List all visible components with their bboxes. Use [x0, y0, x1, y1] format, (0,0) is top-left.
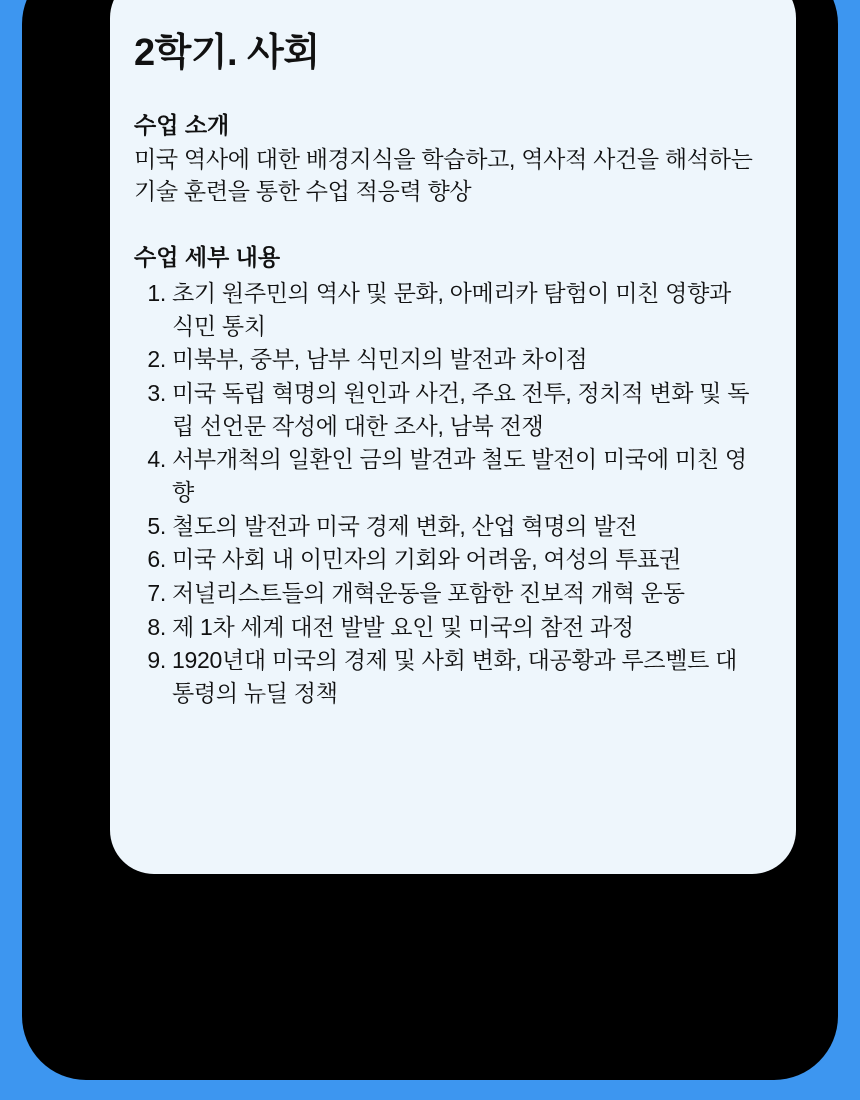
list-item-number: 6. — [147, 546, 166, 573]
list-item-number: 1. — [147, 280, 166, 307]
list-item — [134, 343, 756, 376]
list-item-text: 미북부, 중부, 남부 식민지의 발전과 차이점 — [172, 346, 588, 373]
list-item-text: 초기 원주민의 역사 및 문화, 아메리카 탐험이 미친 영향과 식민 통치 — [172, 280, 731, 339]
list-item — [134, 443, 756, 508]
content-card — [110, 0, 796, 874]
list-item-number: 9. — [147, 647, 166, 674]
section-spacer — [134, 208, 756, 242]
list-item-text: 철도의 발전과 미국 경제 변화, 산업 혁명의 발전 — [172, 512, 638, 539]
dark-card — [22, 0, 838, 1080]
list-item-text: 미국 독립 혁명의 원인과 사건, 주요 전투, 정치적 변화 및 독립 선언문 작성에 대한 조사, 남북 전쟁 — [172, 380, 750, 439]
list-item — [134, 543, 756, 576]
page-title: 2학기. 사회 — [134, 32, 320, 74]
list-item — [134, 377, 756, 442]
list-item — [134, 577, 756, 610]
list-item-number: 4. — [147, 446, 166, 473]
list-item — [134, 611, 756, 644]
list-item-number: 7. — [147, 580, 166, 606]
list-item-text: 서부개척의 일환인 금의 발견과 철도 발전이 미국에 미친 영향 — [172, 446, 747, 506]
details-heading: 수업 세부 내용 — [134, 244, 281, 271]
list-item-text: 미국 사회 내 이민자의 기회와 어려움, 여성의 투표권 — [172, 546, 681, 573]
list-item-text: 제 1차 세계 대전 발발 요인 및 미국의 참전 과정 — [172, 613, 634, 640]
list-item — [134, 277, 756, 342]
list-item — [134, 644, 756, 709]
intro-body: 미국 역사에 대한 배경지식을 학습하고, 역사적 사건을 해석하는 기술 훈련을 통한 수업 적응력 향상 — [134, 145, 753, 205]
list-item-number: 3. — [147, 380, 166, 407]
list-item-number: 8. — [147, 613, 166, 640]
list-item-number: 5. — [147, 512, 166, 539]
details-list — [134, 277, 756, 710]
list-item-text: 저널리스트들의 개혁운동을 포함한 진보적 개혁 운동 — [172, 580, 685, 606]
list-item — [134, 510, 756, 543]
list-item-text: 1920년대 미국의 경제 및 사회 변화, 대공황과 루즈벨트 대통령의 뉴딜 정책 — [172, 647, 738, 706]
intro-heading: 수업 소개 — [134, 111, 230, 138]
list-item-number: 2. — [147, 346, 166, 373]
